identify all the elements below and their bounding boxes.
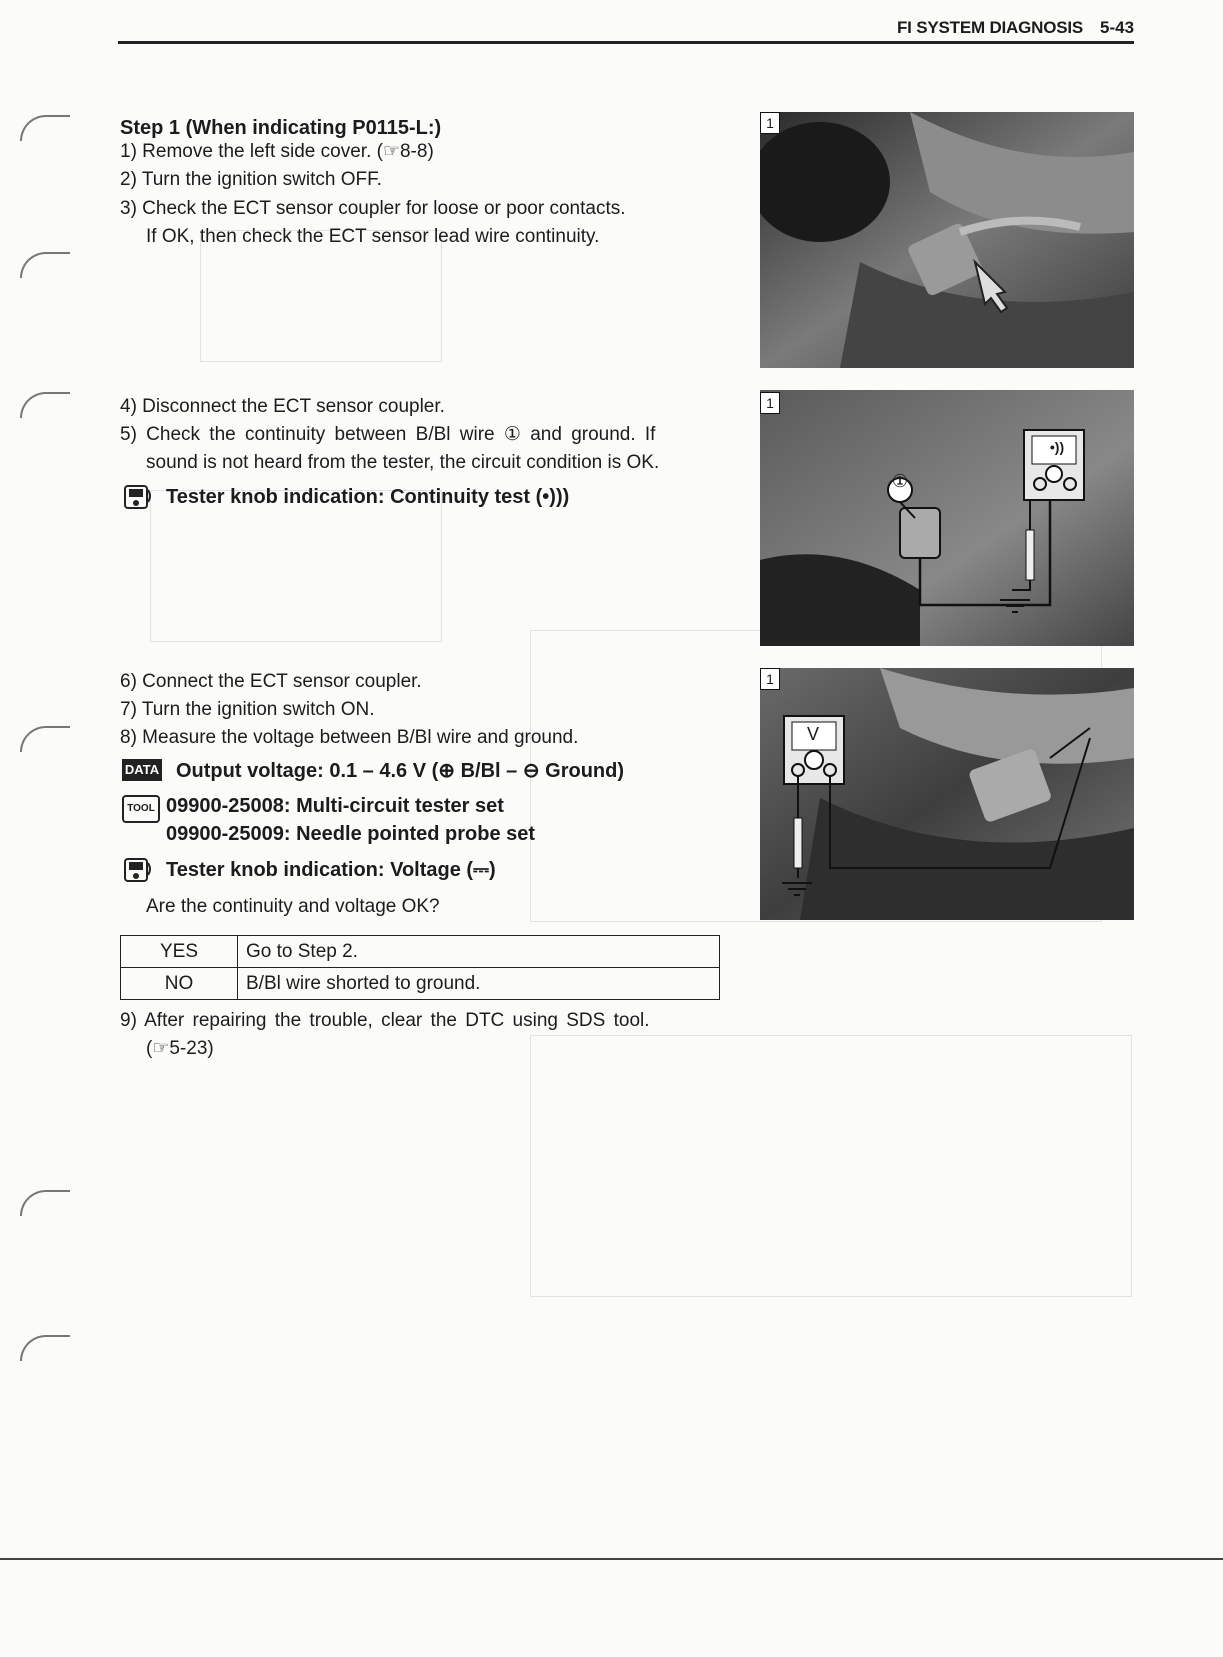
instruction-line: 9) After repairing the trouble, clear the DTC using SDS tool. (120, 1010, 650, 1031)
instruction-line: 4) Disconnect the ECT sensor coupler. (120, 396, 445, 417)
instruction-line: 5) Check the continuity between B/Bl wire ① and ground. If (120, 424, 656, 445)
instruction-line: 1) Remove the left side cover. (☞8-8) (120, 141, 434, 162)
photo-coupler (760, 112, 1134, 368)
tester-knob-icon (122, 484, 152, 510)
binding-mark (20, 726, 70, 752)
figure-badge: 1 (760, 392, 780, 414)
page-number: 5-43 (1100, 18, 1135, 37)
step-title: Step 1 (When indicating P0115-L:) (120, 117, 442, 139)
instruction-line: 7) Turn the ignition switch ON. (120, 699, 375, 720)
instruction-line: 6) Connect the ECT sensor coupler. (120, 671, 422, 692)
binding-mark (20, 1335, 70, 1361)
meter-display-voltage: V (806, 724, 819, 744)
binding-mark (20, 392, 70, 418)
bleed-through (150, 490, 442, 642)
instruction-line: 2) Turn the ignition switch OFF. (120, 169, 382, 190)
data-icon: DATA (122, 759, 162, 781)
footer-rule (0, 1558, 1223, 1560)
bleed-through (530, 1035, 1132, 1297)
tool-icon: TOOL (122, 795, 160, 823)
question: Are the continuity and voltage OK? (146, 896, 440, 917)
table-row (121, 936, 720, 968)
knob-voltage-label: Tester knob indication: Voltage (⎓) (166, 859, 496, 881)
output-voltage-label: Output voltage: 0.1 – 4.6 V (⊕ B/Bl – ⊖ Ground) (176, 760, 625, 782)
meter-display-continuity: •)) (1049, 439, 1065, 455)
result-table (120, 935, 720, 1000)
header-rule (118, 41, 1134, 44)
figure-badge: 1 (760, 668, 780, 690)
binding-mark (20, 252, 70, 278)
header-title: FI SYSTEM DIAGNOSIS (897, 18, 1084, 37)
instruction-line: If OK, then check the ECT sensor lead wire continuity. (146, 226, 600, 247)
table-row (121, 968, 720, 1000)
binding-mark (20, 1190, 70, 1216)
knob-continuity-label: Tester knob indication: Continuity test (•))) (166, 486, 570, 508)
instruction-line: (☞5-23) (146, 1038, 214, 1059)
photo-voltage-test (760, 668, 1134, 920)
wire-callout: ① (891, 471, 909, 491)
instruction-line: sound is not heard from the tester, the circuit condition is OK. (146, 452, 660, 473)
tool-1: 09900-25008: Multi-circuit tester set (166, 795, 504, 817)
tool-2: 09900-25009: Needle pointed probe set (166, 823, 536, 845)
action-cell: B/Bl wire shorted to ground. (238, 968, 720, 1000)
figure-badge: 1 (760, 112, 780, 134)
binding-mark (20, 115, 70, 141)
photo-continuity-test (760, 390, 1134, 646)
action-cell: Go to Step 2. (238, 936, 720, 968)
answer-cell: NO (121, 968, 238, 1000)
instruction-line: 3) Check the ECT sensor coupler for loose or poor contacts. (120, 198, 626, 219)
tester-knob-icon (122, 857, 152, 883)
answer-cell: YES (121, 936, 238, 968)
instruction-line: 8) Measure the voltage between B/Bl wire and ground. (120, 727, 579, 748)
